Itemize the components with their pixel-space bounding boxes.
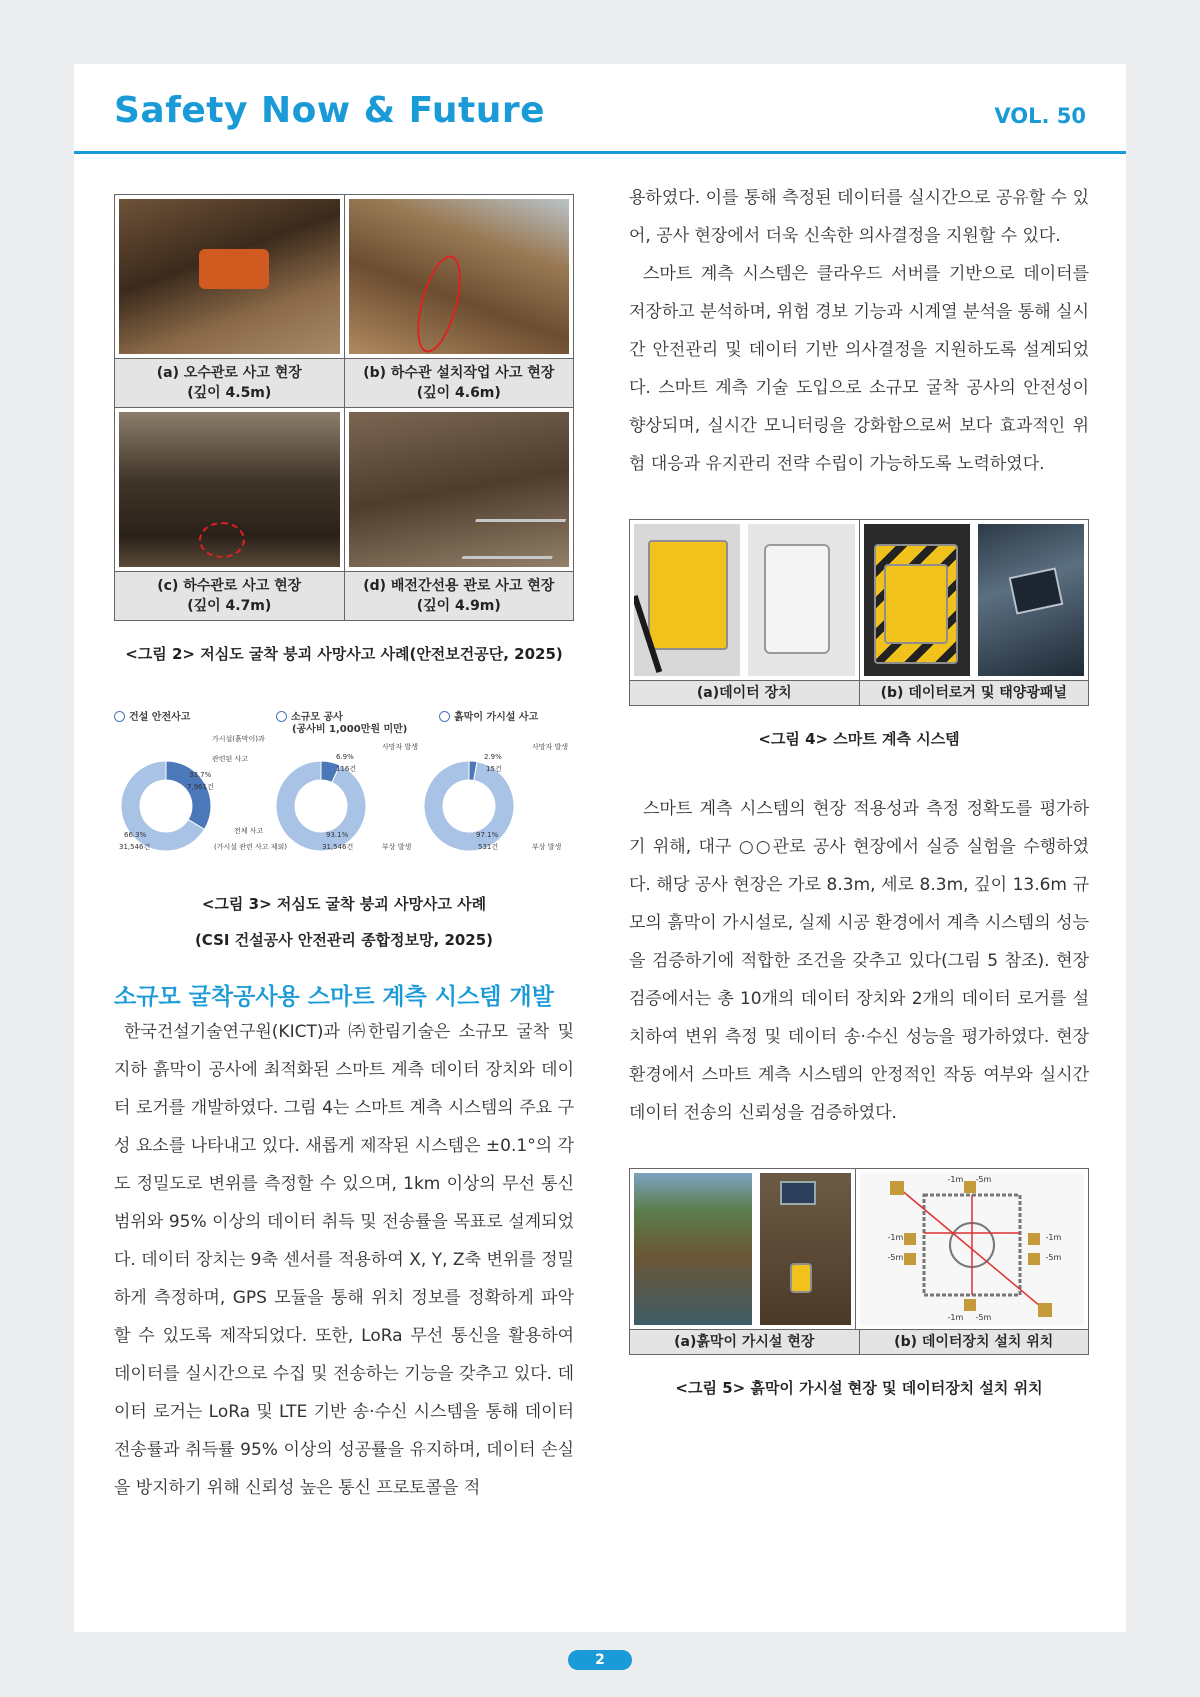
diagram-label-1m-bottom: -1m <box>947 1313 964 1322</box>
donut-3-slice-large <box>424 761 514 851</box>
donut-3-label-b: 부상 발생 <box>532 843 562 851</box>
photo-installed-device <box>760 1173 851 1325</box>
photo-solar-panel <box>978 524 1084 676</box>
figure-5 <box>629 1168 1089 1355</box>
volume-label: VOL. 50 <box>994 104 1086 128</box>
figure-2-cell-c <box>115 408 345 620</box>
donut-2-big-pct: 93.1% <box>326 831 349 839</box>
donut-2-label-b: 부상 발생 <box>382 843 412 851</box>
figure-4-caption-b: (b) 데이터로거 및 태양광패널 <box>859 681 1089 705</box>
page-number: 2 <box>568 1650 632 1670</box>
figure-5-caption: <그림 5> 흙막이 가시설 현장 및 데이터장치 설치 위치 <box>675 1379 1043 1397</box>
donut-3-small-pct: 2.9% <box>484 753 502 761</box>
donut-1-label-a2: 관련된 사고 <box>212 755 249 763</box>
donut-charts-svg <box>114 711 574 881</box>
photo-power-conduit-accident <box>349 412 570 567</box>
figure-2-caption-d: (d) 배전간선용 관로 사고 현장 (깊이 4.9m) <box>345 571 574 620</box>
right-column <box>629 179 1089 1403</box>
section-title: 소규모 굴착공사용 스마트 계측 시스템 개발 <box>114 984 554 1010</box>
device-location-diagram-svg <box>860 1173 1078 1325</box>
photo-pipe-install-accident <box>349 199 570 354</box>
page-header <box>74 64 1126 154</box>
diagram-label-1m-right: -1m <box>1045 1233 1062 1242</box>
donut-3-small-count: 15건 <box>486 765 502 773</box>
donut-1-small-count: 7,961건 <box>187 783 214 791</box>
magazine-title: Safety Now & Future <box>114 90 546 131</box>
donut-1-small-pct: 33.7% <box>189 771 212 779</box>
figure-2-cell-b <box>345 195 574 407</box>
left-column <box>114 194 574 1507</box>
right-paragraph-3: 스마트 계측 시스템의 현장 적용성과 측정 정확도를 평가하기 위해, 대구 ○○관로 공사 현장에서 실증 실험을 수행하였다. 해당 공사 현장은 가로 8.3m, 세로 8.3m, 깊이 13.6m 규모의 흙막이 가시설로, 실제 시공 환경에서 계측 시스템의 성능을 검증하기에 적합한 조건을 갖추고 있다(그림 5 참조). 현장 검증에서는 총 10개의 데이터 장치와 2개의 데이터 로거를 설치하여 변위 측정 및 데이터 송·수신 성능을 평가하였다. 현장 환경에서 스마트 계측 시스템의 안정적인 작동 여부와 실시간 데이터 전송의 신뢰성을 검증하였다. <box>629 799 1089 1123</box>
figure-3-caption-line1: <그림 3> 저심도 굴착 붕괴 사망사고 사례 <box>201 895 487 913</box>
right-paragraph-1: 용하였다. 이를 통해 측정된 데이터를 실시간으로 공유할 수 있어, 공사 현장에서 더욱 신속한 의사결정을 지원할 수 있다. <box>629 188 1089 246</box>
figure-5-caption-a: (a)흙막이 가시설 현장 <box>674 1334 815 1350</box>
photo-sewage-accident <box>119 412 340 567</box>
figure-5-caption-b: (b) 데이터장치 설치 위치 <box>859 1330 1089 1354</box>
donut-1-big-pct: 66.3% <box>124 831 147 839</box>
legend-small-projects: 소규모 공사 (공사비 1,000만원 미만) <box>276 711 407 736</box>
photo-sewer-accident <box>119 199 340 354</box>
diagram-label-1m-left: -1m <box>887 1233 904 1242</box>
photo-data-logger <box>864 524 970 676</box>
donut-2-big-count: 31,546건 <box>322 843 354 851</box>
figure-3-caption-line2: (CSI 건설공사 안전관리 종합정보망, 2025) <box>194 931 494 949</box>
photo-shoring-site <box>634 1173 752 1325</box>
donut-2-slice-large <box>276 761 366 851</box>
figure-2-cell-a <box>115 195 345 407</box>
legend-shoring-accidents: 흙막이 가시설 사고 <box>439 711 538 724</box>
right-paragraph-2: 스마트 계측 시스템은 클라우드 서버를 기반으로 데이터를 저장하고 분석하며, 위험 경보 기능과 시계열 분석을 통해 실시간 안전관리 및 데이터 기반 의사결정을 지원하도록 설계되었다. 스마트 계측 기술 도입으로 소규모 굴착 공사의 안전성이 향상되며, 실시간 모니터링을 강화함으로써 보다 효과적인 위험 대응과 유지관리 전략 수립이 가능하도록 노력하였다. <box>629 264 1089 474</box>
figure-4-caption: <그림 4> 스마트 계측 시스템 <box>758 730 960 748</box>
diagram-label-5m-left: -5m <box>887 1253 904 1262</box>
donut-1-label-b2: (가시설 관련 사고 제외) <box>214 843 287 851</box>
figure-4 <box>629 519 1089 706</box>
figure-2-grid <box>114 194 574 621</box>
donut-3-big-count: 531건 <box>478 843 499 851</box>
figure-4-caption-a: (a)데이터 장치 <box>696 685 792 701</box>
figure-4-subcaptions <box>630 680 1088 705</box>
figure-2-caption-a: (a) 오수관로 사고 현장 (깊이 4.5m) <box>115 358 344 407</box>
donut-2-small-pct: 6.9% <box>336 753 354 761</box>
photo-data-device-back <box>748 524 854 676</box>
figure-3-chart <box>114 711 574 881</box>
figure-2-cell-d <box>345 408 574 620</box>
section-body-left: 한국건설기술연구원(KICT)과 ㈜한림기술은 소규모 굴착 및 지하 흙막이 공사에 최적화된 스마트 계측 데이터 장치와 데이터 로거를 개발하였다. 그림 4는 스마트 계측 시스템의 주요 구성 요소를 나타내고 있다. 새롭게 제작된 시스템은 ±0.1°의 각도 정밀도로 변위를 측정할 수 있으며, 1km 이상의 무선 통신 범위와 95% 이상의 데이터 취득 및 전송률을 목표로 설계되었다. 데이터 장치는 9축 센서를 적용하여 X, Y, Z축 변위를 정밀하게 측정하며, GPS 모듈을 통해 위치 정보를 정확하게 파악할 수 있도록 제작되었다. 또한, LoRa 무선 통신을 활용하여 데이터를 실시간으로 수집 및 전송하는 기능을 갖추고 있다. 데이터 로거는 LoRa 및 LTE 기반 송·수신 시스템을 통해 데이터 전송률과 취득률 95% 이상의 성공률을 유지하며, 데이터 손실을 방지하기 위해 신뢰성 높은 통신 프로토콜을 적 <box>114 1022 574 1498</box>
donut-1-label-b1: 전체 사고 <box>234 827 264 835</box>
diagram-label-5m-right: -5m <box>1045 1253 1062 1262</box>
device-location-diagram <box>860 1173 1085 1325</box>
donut-2-label-a: 사망자 발생 <box>382 743 419 751</box>
donut-3-big-pct: 97.1% <box>476 831 499 839</box>
diagram-label-5m-top: -5m <box>975 1175 992 1184</box>
diagram-label-5m-bottom: -5m <box>975 1313 992 1322</box>
legend-construction-accidents: 건설 안전사고 <box>114 711 190 724</box>
donut-2-small-count: 116건 <box>336 765 357 773</box>
page <box>74 64 1126 1632</box>
donut-1-big-count: 31,546건 <box>119 843 151 851</box>
diagram-label-1m-top: -1m <box>947 1175 964 1184</box>
donut-1-label-a1: 가시설(흙막이)과 <box>212 735 265 743</box>
donut-3-label-a: 사망자 발생 <box>532 743 569 751</box>
figure-2-caption-b: (b) 하수관 설치작업 사고 현장 (깊이 4.6m) <box>345 358 574 407</box>
figure-5-subcaptions <box>630 1329 1088 1354</box>
photo-data-device-front <box>634 524 740 676</box>
figure-2-caption-c: (c) 하수관로 사고 현장 (깊이 4.7m) <box>115 571 344 620</box>
figure-2-caption: <그림 2> 저심도 굴착 붕괴 사망사고 사례(안전보건공단, 2025) <box>125 645 563 663</box>
